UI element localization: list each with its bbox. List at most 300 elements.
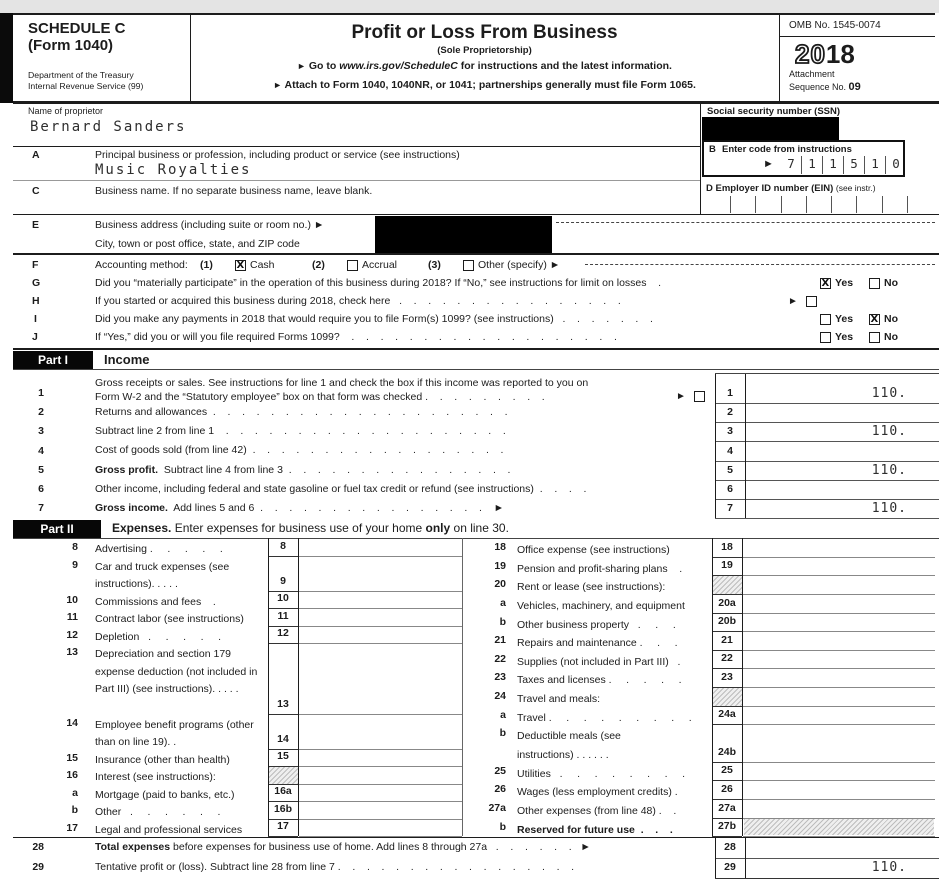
ein-cell[interactable] xyxy=(882,196,907,213)
part2-box-border xyxy=(712,631,742,632)
dept-line1: Department of the Treasury xyxy=(28,70,134,80)
lineD-label: Employer ID number (EIN) xyxy=(715,183,836,194)
part2-amount-cell[interactable] xyxy=(743,799,935,818)
part2-line-number: b xyxy=(71,804,78,817)
ein-cell[interactable] xyxy=(907,196,932,213)
part2-line-number: 13 xyxy=(66,646,78,659)
part2-title-only: only xyxy=(425,521,451,535)
part2-amount-cell[interactable] xyxy=(299,714,462,749)
part2-box-border xyxy=(712,762,742,763)
scan-left-artifact-bar xyxy=(0,13,13,103)
part2-box-border xyxy=(712,594,742,595)
ein-cell[interactable] xyxy=(831,196,856,213)
lineI-letter: I xyxy=(34,313,37,325)
part2-row-label: Rent or lease (see instructions): xyxy=(517,581,666,594)
part1-row-label-text: Add lines 5 and 6 . . . . . . . . . . . . . . . . ► xyxy=(167,501,504,514)
part2-box-number: 19 xyxy=(721,559,733,572)
bottom-line-number: 29 xyxy=(32,861,44,873)
part1-amount-cell[interactable] xyxy=(745,441,935,460)
lineE-bottom-border xyxy=(13,253,939,255)
sequence-line xyxy=(789,81,861,93)
part1-amount-value[interactable]: 110. xyxy=(871,424,907,440)
part2-amount-cell[interactable] xyxy=(299,643,462,713)
part1-row-label-text: Returns and allowances . . . . . . . . . . . . . . . . . . . . . xyxy=(95,406,508,418)
section-border-above-part1 xyxy=(13,348,939,350)
part2-box-border xyxy=(712,818,742,819)
part2-line-number: 27a xyxy=(488,801,506,814)
part2-amount-cell[interactable] xyxy=(299,801,462,819)
bottom-box-number: 28 xyxy=(724,841,736,853)
part2-box-border xyxy=(268,556,298,557)
proprietor-label: Name of proprietor xyxy=(28,106,104,116)
lineH-checkbox[interactable] xyxy=(806,296,817,307)
part1-amount-cell[interactable] xyxy=(745,480,935,499)
part2-amount-cell[interactable] xyxy=(299,591,462,609)
part2-box-number: 20b xyxy=(717,615,737,628)
ssn-label: Social security number (SSN) xyxy=(707,106,841,117)
part2-row-label: Legal and professional services xyxy=(95,823,243,836)
lineB-code-digit[interactable]: 7 xyxy=(787,156,795,171)
part1-numcol-left-line xyxy=(715,373,716,518)
lineB-arrow-icon: ► xyxy=(763,158,774,170)
ein-cell[interactable] xyxy=(781,196,806,213)
lineB-code-digit[interactable]: 0 xyxy=(885,156,906,174)
lineE-label1: Business address (including suite or room no.) ► xyxy=(95,219,325,231)
part2-right-boxcol-line1 xyxy=(712,538,713,836)
part2-line-number: 23 xyxy=(494,671,506,684)
part2-amount-cell[interactable] xyxy=(743,668,935,687)
part1-line-number: 6 xyxy=(38,482,44,495)
ssn-redaction xyxy=(702,117,839,141)
lineB-letter: B xyxy=(709,144,716,155)
lineF-label: Accounting method: xyxy=(95,259,188,271)
part1-row-label xyxy=(95,483,586,495)
part1-line-number: 1 xyxy=(38,387,44,399)
ein-cell[interactable] xyxy=(755,196,780,213)
form-title: Profit or Loss From Business xyxy=(351,22,618,43)
lineG-label: Did you “materially participate” in the operation of this business during 2018? If “No,” see instructions for limit on losses . xyxy=(95,277,662,289)
bottom-numcol-left-line xyxy=(715,838,716,878)
part2-amount-cell[interactable] xyxy=(743,780,935,799)
part2-amount-cell[interactable] xyxy=(299,626,462,644)
part2-row-label: Pension and profit-sharing plans . xyxy=(517,562,683,575)
lineG-no-checkbox[interactable] xyxy=(869,278,880,289)
ein-cell[interactable] xyxy=(806,196,831,213)
goto-arrow-icon: ► xyxy=(297,61,306,71)
header-bottom-border xyxy=(13,101,939,104)
part2-line-number: 15 xyxy=(66,751,78,764)
lineA-letter: A xyxy=(32,149,40,161)
part1-amount-value[interactable]: 110. xyxy=(871,386,907,401)
bottom-row-label xyxy=(95,841,591,853)
lineI-yes-label: Yes xyxy=(835,313,854,325)
part2-box-number: 16a xyxy=(274,785,292,798)
part2-left-boxcol-line1 xyxy=(268,538,269,836)
part2-amount-cell[interactable] xyxy=(743,557,935,576)
part2-amount-cell[interactable] xyxy=(743,650,935,669)
part2-line-number: 20 xyxy=(494,578,506,591)
goto-link[interactable]: www.irs.gov/ScheduleC xyxy=(339,60,458,72)
statutory-employee-checkbox[interactable] xyxy=(694,391,705,402)
part1-amount-value[interactable]: 110. xyxy=(871,462,907,478)
part1-box-number: 3 xyxy=(727,425,733,438)
part2-row-label: Insurance (other than health) xyxy=(95,753,230,766)
part2-row-label: Contract labor (see instructions) xyxy=(95,613,244,626)
part1-row-border xyxy=(715,518,939,519)
lineB-code-digit[interactable]: 1 xyxy=(801,156,822,174)
part2-row-label: Travel . . . . . . . . . xyxy=(517,711,692,724)
part2-box-number: 9 xyxy=(280,574,286,587)
part2-row-label: Other business property . . . xyxy=(517,618,676,631)
bottom-row-label xyxy=(95,861,574,873)
part2-box-border xyxy=(712,613,742,614)
part2-title xyxy=(112,521,509,535)
part1-row-label2: Form W-2 and the “Statutory employee” box on that form was checked . . . . . . . . . xyxy=(95,390,545,403)
lineD-label-note: (see instr.) xyxy=(835,183,876,193)
part2-row-label: Supplies (not included in Part III) . xyxy=(517,655,681,668)
part2-line-number: 22 xyxy=(494,652,506,665)
part2-box-number: 18 xyxy=(721,540,733,553)
part2-row-label: Mortgage (paid to banks, etc.) xyxy=(95,788,235,801)
lineA-value[interactable]: Music Royalties xyxy=(95,162,252,178)
lineB-code-digit[interactable]: 5 xyxy=(843,156,864,174)
form-label: (Form 1040) xyxy=(28,37,114,54)
part2-box-number: 20a xyxy=(718,596,736,609)
part2-line-number: a xyxy=(72,786,78,799)
part1-line-number: 4 xyxy=(38,444,44,457)
lineC-bottom-border xyxy=(13,214,939,215)
part1-row-border xyxy=(715,422,939,423)
lineF-entry-line[interactable] xyxy=(585,264,935,265)
lineF-accrual-checkbox[interactable] xyxy=(347,260,358,271)
part2-title-mid: Enter expenses for business use of your home xyxy=(171,521,426,535)
part2-box-border xyxy=(712,780,742,781)
part1-amount-cell[interactable] xyxy=(745,403,935,422)
omb-underline xyxy=(779,36,935,37)
part2-box-border xyxy=(268,643,298,644)
part2-line-number: 21 xyxy=(494,634,506,647)
part2-line-number: 18 xyxy=(494,541,506,553)
lineF-opt1-label: Cash xyxy=(250,259,275,271)
bottom-row-label-bold: Total expenses xyxy=(95,841,174,853)
part1-row-label-text: Cost of goods sold (from line 42) . . . . . . . . . . . . . . . . . . xyxy=(95,444,504,457)
lineE-letter: E xyxy=(32,219,40,231)
part2-amount-cell[interactable] xyxy=(743,687,935,706)
omb-number: OMB No. 1545-0074 xyxy=(789,20,881,31)
bottom-box-number: 29 xyxy=(724,861,736,873)
part1-band-bottom-border xyxy=(13,369,939,370)
part1-row-label xyxy=(95,502,504,514)
lineA-bottom-border xyxy=(13,180,700,181)
part2-line-number: 24 xyxy=(494,690,506,703)
lineF-opt3-num: (3) xyxy=(428,259,441,271)
part1-numcol-right-line xyxy=(745,373,746,518)
part2-line-number: b xyxy=(499,727,506,740)
part2-row-label: Other expenses (from line 48) . . xyxy=(517,804,677,817)
part1-box-number: 6 xyxy=(727,482,733,495)
lineF-letter: F xyxy=(32,259,39,271)
part2-row-label: Interest (see instructions): xyxy=(95,771,216,784)
proprietor-bottom-border xyxy=(13,146,700,147)
part2-row-label: Depletion . . . . . xyxy=(95,630,222,643)
part1-box-number: 1 xyxy=(727,387,733,399)
attachment-label: Attachment xyxy=(789,69,835,79)
part2-amount-cell[interactable] xyxy=(743,762,935,781)
dept-line2: Internal Revenue Service (99) xyxy=(28,81,144,91)
part2-row-label: Employee benefit programs (other than on line 19). . xyxy=(95,718,254,749)
bottom-row-border xyxy=(715,878,939,879)
part2-line-number: 25 xyxy=(494,764,506,777)
part2-box-number: 26 xyxy=(721,782,733,795)
bottom-line-number: 28 xyxy=(32,841,44,853)
part1-band: Part I xyxy=(13,351,93,369)
lineI-yes-checkbox[interactable] xyxy=(820,314,831,325)
attach-line xyxy=(190,79,779,91)
part2-line-number: a xyxy=(500,596,506,609)
part2-box-number: 13 xyxy=(277,697,289,710)
part2-amount-cell[interactable] xyxy=(743,706,935,725)
lineI-no-label: No xyxy=(884,313,898,325)
part1-box-number: 7 xyxy=(727,502,733,514)
part1-row-label-text: Subtract line 4 from line 3 . . . . . . . . . . . . . . . . xyxy=(158,463,511,476)
part1-row-label-bold: Gross profit. xyxy=(95,463,159,476)
part2-line-number: 19 xyxy=(494,559,506,572)
attach-text: Attach to Form 1040, 1040NR, or 1041; partnerships generally must file Form 1065. xyxy=(284,79,696,91)
part1-row-label xyxy=(95,464,510,476)
part2-box-number: 27a xyxy=(718,801,736,814)
lineA-label: Principal business or profession, including product or service (see instructions) xyxy=(95,149,460,161)
part2-line-number: 16 xyxy=(66,769,78,782)
part2-amount-cell[interactable] xyxy=(299,819,462,837)
part2-box-number: 12 xyxy=(277,627,289,640)
lineJ-no-checkbox[interactable] xyxy=(869,332,880,343)
lineB-label: Enter code from instructions xyxy=(722,144,852,155)
part2-box-number: 16b xyxy=(273,802,293,815)
right-column-divider xyxy=(700,103,701,215)
part2-amount-cell[interactable] xyxy=(299,766,462,784)
part2-line-number: b xyxy=(499,820,506,833)
lineE-label2: City, town or post office, state, and ZIP code xyxy=(95,238,300,250)
proprietor-name-value[interactable]: Bernard Sanders xyxy=(30,119,187,135)
part2-box-border xyxy=(712,724,742,725)
part2-box-border xyxy=(712,650,742,651)
part2-line-number: 11 xyxy=(66,611,78,624)
bottom-numcol-right-line xyxy=(745,838,746,878)
lineB-code-digit[interactable]: 1 xyxy=(864,156,885,174)
part1-row-label-bold: Gross income. xyxy=(95,501,168,514)
part2-line-number: 12 xyxy=(66,628,78,641)
lineF-other-checkbox[interactable] xyxy=(463,260,474,271)
part2-title-bold: Expenses. xyxy=(112,521,172,535)
lineD-letter: D xyxy=(706,183,713,194)
part2-box-border xyxy=(712,706,742,707)
part1-amount-value[interactable]: 110. xyxy=(871,501,907,516)
part2-line-number: 8 xyxy=(72,541,78,553)
part1-line-number: 3 xyxy=(38,425,44,438)
part2-row-label: Taxes and licenses . . . . . xyxy=(517,674,682,687)
part2-line-number: 14 xyxy=(66,716,78,729)
sequence-label: Sequence No. xyxy=(789,82,849,92)
part2-box-number: 21 xyxy=(721,633,733,646)
lineG-no-label: No xyxy=(884,277,898,289)
ein-cell[interactable] xyxy=(856,196,881,213)
part2-amount-cell[interactable] xyxy=(743,613,935,632)
attach-arrow-icon: ► xyxy=(273,80,282,90)
shaded-cell xyxy=(269,767,298,784)
lineG-yes-checkbox[interactable] xyxy=(820,278,831,289)
part2-row-label: Travel and meals: xyxy=(517,693,601,706)
tax-year-bold: 18 xyxy=(825,39,855,69)
reserved-shaded-area xyxy=(744,819,934,836)
part1-row-label xyxy=(95,444,503,456)
part2-box-number: 17 xyxy=(277,820,289,833)
part2-row-label: Utilities . . . . . . . . xyxy=(517,767,686,780)
part2-row-label: Office expense (see instructions) xyxy=(517,544,670,556)
statutory-employee-arrow-icon: ► xyxy=(676,391,686,402)
tax-year-outline: 20 xyxy=(795,39,826,69)
header-divider-right xyxy=(779,14,780,102)
bottom-row-label-text: Tentative profit or (loss). Subtract line 28 from line 7 . . . . . . . . . . . . . . . . . xyxy=(95,861,575,873)
part2-box-number: 23 xyxy=(721,671,733,684)
sequence-number: 09 xyxy=(848,81,861,93)
shaded-cell xyxy=(713,688,742,706)
part2-box-border xyxy=(268,714,298,715)
part1-box-number: 5 xyxy=(727,463,733,476)
part2-box-number: 10 xyxy=(277,592,289,605)
lineJ-letter: J xyxy=(32,331,38,343)
part2-amount-cell[interactable] xyxy=(743,575,935,594)
bottom-row-label-text: before expenses for business use of home. Add lines 8 through 27a . . . . . . ► xyxy=(173,841,591,853)
part2-band: Part II xyxy=(13,520,101,538)
part1-box-number: 4 xyxy=(727,444,733,457)
part2-amount-cell[interactable] xyxy=(743,631,935,650)
part2-right-boxcol-line2 xyxy=(742,538,743,836)
schedule-label: SCHEDULE C xyxy=(28,20,126,37)
part2-box-number: 24a xyxy=(718,708,736,721)
part1-line-number: 2 xyxy=(38,406,44,419)
part2-amount-cell[interactable] xyxy=(299,538,462,556)
lineH-letter: H xyxy=(32,295,40,307)
tax-year xyxy=(795,39,855,70)
lineI-label: Did you make any payments in 2018 that would require you to file Form(s) 1099? (see instructions) . . . . . . . xyxy=(95,313,653,325)
part2-left-boxcol-line2 xyxy=(298,538,299,836)
part2-amount-cell[interactable] xyxy=(743,538,935,557)
lineJ-label: If “Yes,” did you or will you file required Forms 1099? . . . . . . . . . . . . . . . . . . . xyxy=(95,331,617,343)
part2-box-border xyxy=(712,668,742,669)
lineJ-yes-label: Yes xyxy=(835,331,854,343)
part2-box-border xyxy=(712,557,742,558)
lineF-opt2-num: (2) xyxy=(312,259,325,271)
part2-amount-cell[interactable] xyxy=(299,784,462,802)
part2-amount-cell[interactable] xyxy=(299,749,462,767)
part2-line-number: 26 xyxy=(494,783,506,796)
form-top-border xyxy=(13,13,935,15)
part2-row-label: Wages (less employment credits) . xyxy=(517,786,678,799)
part2-row-label: Advertising . . . . . xyxy=(95,543,223,555)
lineH-label: If you started or acquired this business during 2018, check here . . . . . . . . . . . . . . . . xyxy=(95,295,621,307)
part2-box-number: 14 xyxy=(277,732,289,745)
part1-line-number: 7 xyxy=(38,502,44,514)
goto-line xyxy=(190,60,779,72)
part2-row-label: Commissions and fees . xyxy=(95,595,216,608)
part2-row-label: Repairs and maintenance . . . xyxy=(517,637,678,650)
part1-row-label-text: Subtract line 2 from line 1 . . . . . . . . . . . . . . . . . . . . xyxy=(95,425,506,438)
part1-box-number: 2 xyxy=(727,406,733,419)
part2-box-number: 15 xyxy=(277,750,289,763)
part1-title: Income xyxy=(104,352,150,367)
part2-left-amtcol-right-line xyxy=(462,538,463,836)
part1-line-number: 5 xyxy=(38,463,44,476)
address-redaction xyxy=(375,216,552,253)
part2-line-number: 17 xyxy=(66,821,78,834)
part2-box-number: 25 xyxy=(721,764,733,777)
lineC-letter: C xyxy=(32,185,40,197)
part2-row-label: Reserved for future use . . . xyxy=(517,823,673,836)
part1-grid-top-line xyxy=(715,373,939,374)
lineJ-yes-checkbox[interactable] xyxy=(820,332,831,343)
part2-row-label: Deductible meals (see instructions) . . . . . . xyxy=(517,730,621,762)
ein-cells[interactable] xyxy=(706,196,932,213)
part2-box-border xyxy=(712,799,742,800)
lineE-entry-line[interactable] xyxy=(556,222,935,223)
part2-amount-cell[interactable] xyxy=(743,594,935,613)
scan-top-margin xyxy=(0,0,939,13)
part1-row-border xyxy=(715,461,939,462)
part2-amount-cell[interactable] xyxy=(299,556,462,591)
part2-box-number: 27b xyxy=(717,820,737,833)
lineF-opt1-num: (1) xyxy=(200,259,213,271)
part2-line-number: 9 xyxy=(72,558,78,571)
bottom-amount-value[interactable]: 110. xyxy=(871,860,907,875)
ein-cell[interactable] xyxy=(730,196,755,213)
lineG-letter: G xyxy=(32,277,41,289)
part1-row-label: Gross receipts or sales. See instructions for line 1 and check the box if this income was reported to you on xyxy=(95,377,589,389)
shaded-cell xyxy=(713,576,742,594)
lineB-code-cells[interactable] xyxy=(781,156,906,174)
lineB-code-digit[interactable]: 1 xyxy=(822,156,843,174)
part2-row-label: Depreciation and section 179 expense deduction (not included in Part III) (see instructions). . . . . xyxy=(95,648,258,696)
form-subtitle: (Sole Proprietorship) xyxy=(437,45,532,56)
lineC-label: Business name. If no separate business name, leave blank. xyxy=(95,185,373,197)
part1-row-label-text: Other income, including federal and state gasoline or fuel tax credit or refund (see instructions) . . . . xyxy=(95,482,587,495)
part2-box-number: 8 xyxy=(280,539,286,552)
lineH-arrow-icon: ► xyxy=(788,296,798,307)
goto-suffix: for instructions and the latest information. xyxy=(457,60,672,72)
part2-box-number: 11 xyxy=(277,609,289,622)
part2-row-label: Vehicles, machinery, and equipment xyxy=(517,599,685,612)
goto-prefix: Go to xyxy=(308,60,340,72)
lineJ-no-label: No xyxy=(884,331,898,343)
part2-amount-cell[interactable] xyxy=(299,608,462,626)
part2-row-label: Other . . . . . . xyxy=(95,806,221,819)
lineF-cash-checkbox[interactable] xyxy=(235,260,246,271)
part2-line-number: 10 xyxy=(66,593,78,606)
part2-box-number: 22 xyxy=(721,652,733,665)
bottom-row-border xyxy=(715,858,939,859)
lineI-no-checkbox[interactable] xyxy=(869,314,880,325)
lineF-opt2-label: Accrual xyxy=(362,259,398,271)
part2-amount-cell[interactable] xyxy=(743,724,935,761)
part1-row-label xyxy=(95,406,508,418)
ein-cell[interactable] xyxy=(706,196,730,213)
part2-row-label: Car and truck expenses (see instructions). . . . . xyxy=(95,560,230,591)
lineD-label-row xyxy=(706,183,876,194)
part1-row-border xyxy=(715,499,939,500)
part2-line-number: b xyxy=(499,615,506,628)
bottom-amount-cell[interactable] xyxy=(745,838,935,858)
part2-box-number: 24b xyxy=(717,745,737,758)
part1-row-label xyxy=(95,425,506,437)
